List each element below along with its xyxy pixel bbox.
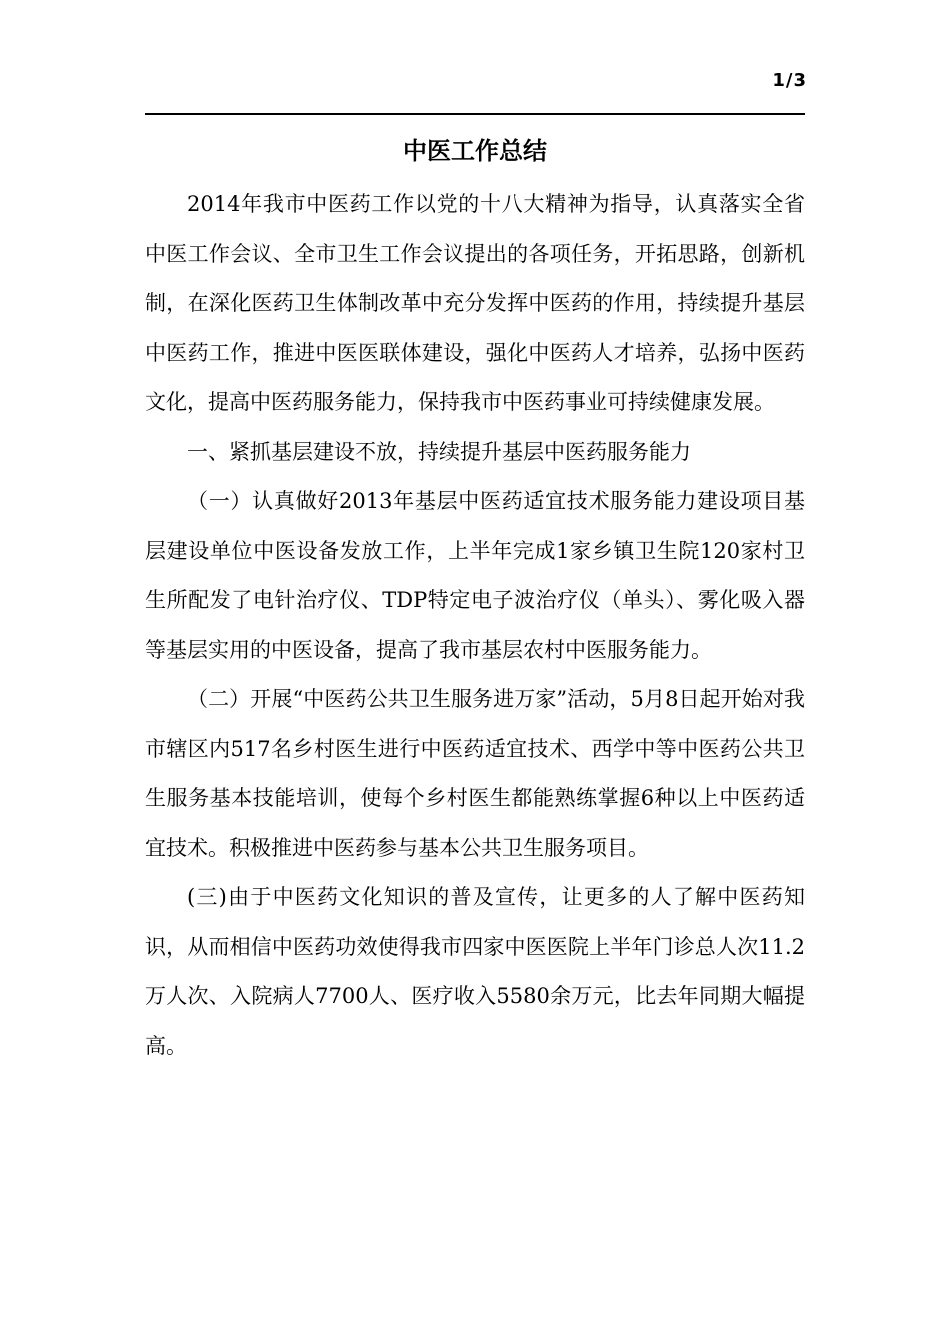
paragraph-item-3: (三)由于中医药文化知识的普及宣传，让更多的人了解中医药知识，从而相信中医药功效使得我市四家中医医院上半年门诊总人次11.2万人次、入院病人7700人、医疗收入5580余万元，比去年同期大幅提高。 — [145, 885, 805, 1058]
paragraph-intro: 2014年我市中医药工作以党的十八大精神为指导，认真落实全省中医工作会议、全市卫生工作会议提出的各项任务，开拓思路，创新机制，在深化医药卫生体制改革中充分发挥中医药的作用，持续提升基层中医药工作，推进中医医联体建设，强化中医药人才培养，弘扬中医药文化，提高中医药服务能力，保持我市中医药事业可持续健康发展。 — [145, 192, 805, 414]
section-heading-1: 一、紧抓基层建设不放，持续提升基层中医药服务能力 — [187, 439, 691, 464]
paragraph-item-1: （一）认真做好2013年基层中医药适宜技术服务能力建设项目基层建设单位中医设备发放工作，上半年完成1家乡镇卫生院120家村卫生所配发了电针治疗仪、TDP特定电子波治疗仪（单头）、雾化吸入器等基层实用的中医设备，提高了我市基层农村中医服务能力。 — [145, 489, 805, 662]
page-number: 1/3 — [772, 70, 807, 91]
document-body — [145, 180, 805, 1071]
header-rule — [145, 113, 805, 115]
document-title: 中医工作总结 — [403, 137, 547, 165]
paragraph-item-2: （二）开展“中医药公共卫生服务进万家”活动，5月8日起开始对我市辖区内517名乡村医生进行中医药适宜技术、西学中等中医药公共卫生服务基本技能培训，使每个乡村医生都能熟练掌握6种以上中医药适宜技术。积极推进中医药参与基本公共卫生服务项目。 — [145, 687, 805, 860]
